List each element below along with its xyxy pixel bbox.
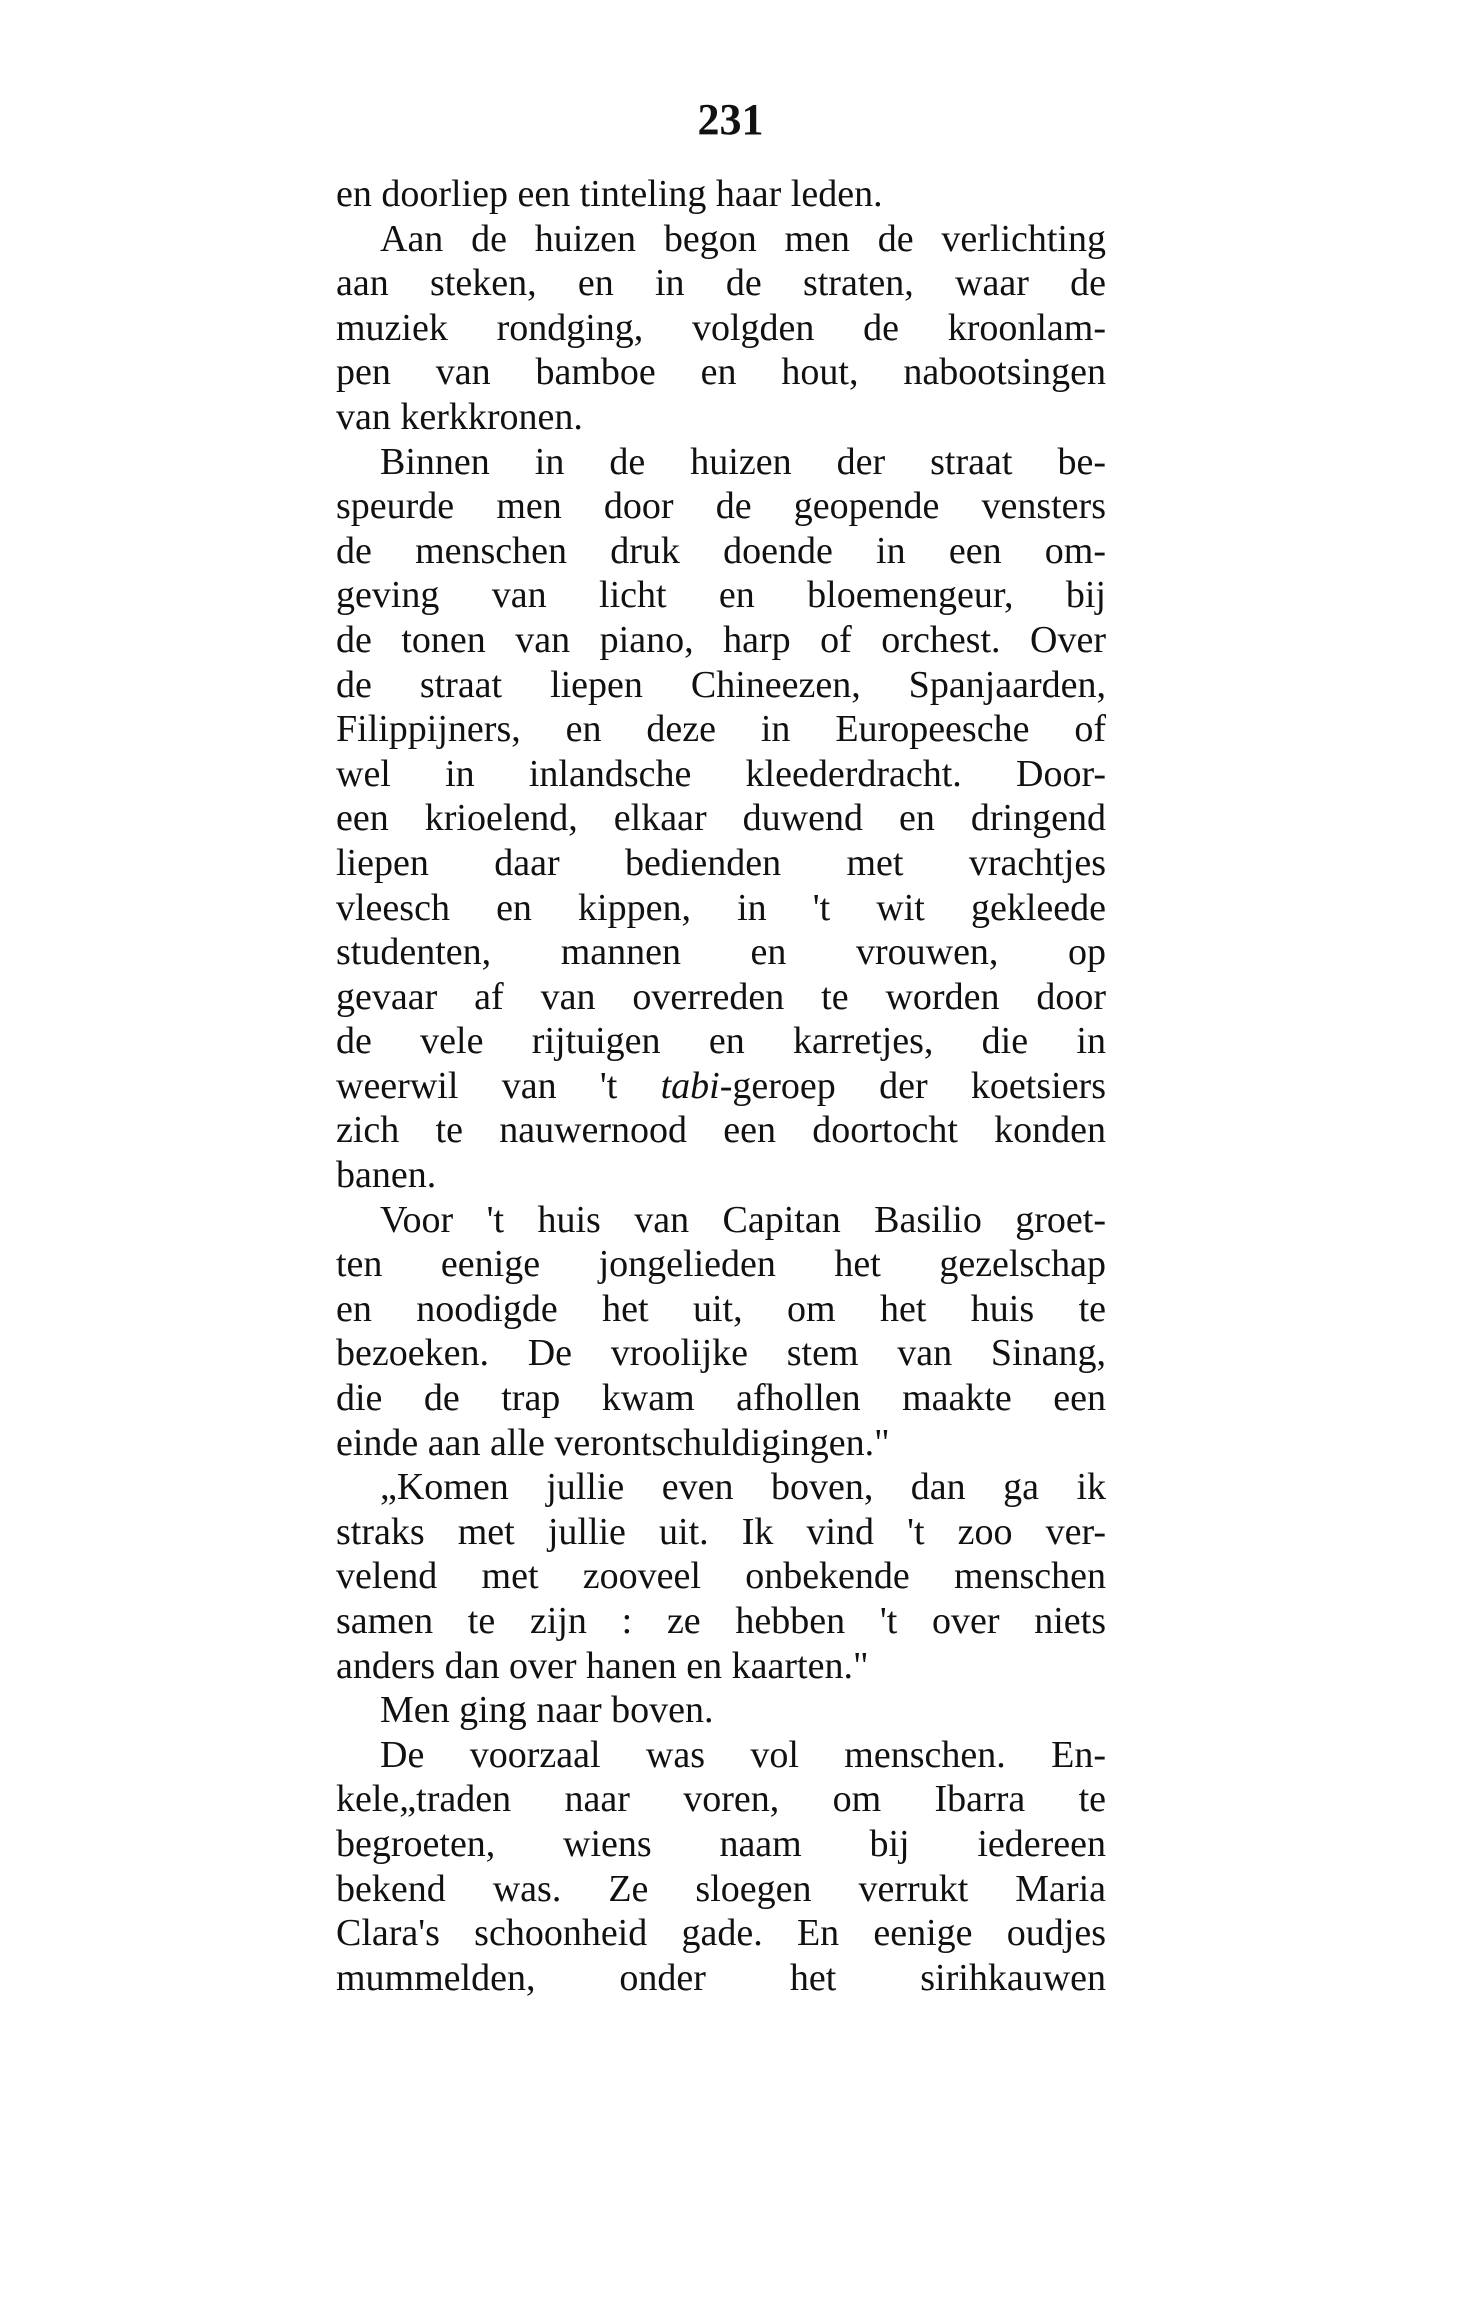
text-line: die de trap kwam afhollen maakte een <box>336 1377 1106 1420</box>
text-line: einde aan alle verontschuldigingen." <box>336 1421 890 1464</box>
text-line: en doorliep een tinteling haar leden. <box>336 173 883 215</box>
text-line: samen te zijn : ze hebben 't over niets <box>336 1600 1106 1642</box>
paragraph <box>336 172 1106 217</box>
text-line: straks met jullie uit. Ik vind 't zoo ver- <box>336 1510 1106 1553</box>
text-line: gevaar af van overreden te worden door <box>336 975 1106 1018</box>
text-line: wel in inlandsche kleederdracht. Door- <box>336 752 1106 795</box>
paragraph <box>336 1198 1106 1466</box>
text-line: bekend was. Ze sloegen verrukt Maria <box>336 1867 1106 1910</box>
text-line: Aan de huizen begon men de verlichting <box>380 217 1106 260</box>
text-line: een krioelend, elkaar duwend en dringend <box>336 797 1106 840</box>
text-line: begroeten, wiens naam bij iedereen <box>336 1822 1106 1865</box>
text-line: van kerkkronen. <box>336 395 583 438</box>
paragraph <box>336 217 1106 440</box>
text-line: studenten, mannen en vrouwen, op <box>336 931 1106 974</box>
text-line: speurde men door de geopende vensters <box>336 485 1106 528</box>
text-line: Men ging naar boven. <box>380 1689 714 1732</box>
body-text <box>336 172 1106 2000</box>
text-line: banen. <box>336 1154 437 1197</box>
text-line: de menschen druk doende in een om- <box>336 529 1106 572</box>
text-line: pen van bamboe en hout, nabootsingen <box>336 351 1106 394</box>
text-line: aan steken, en in de straten, waar de <box>336 262 1106 305</box>
text-line: anders dan over hanen en kaarten." <box>336 1644 869 1687</box>
text-line: weerwil van 't tabi-geroep der koetsiers <box>336 1064 1106 1107</box>
text-line: Filippijners, en deze in Europeesche of <box>336 708 1106 751</box>
text-line: vleesch en kippen, in 't wit gekleede <box>336 886 1106 929</box>
text-line: zich te nauwernood een doortocht konden <box>336 1109 1106 1152</box>
paragraph <box>336 1465 1106 1688</box>
text-line: de straat liepen Chineezen, Spanjaarden, <box>336 663 1106 706</box>
paragraph <box>336 1733 1106 2001</box>
text-line: muziek rondging, volgden de kroonlam- <box>336 306 1106 349</box>
text-line: ten eenige jongelieden het gezelschap <box>336 1243 1106 1286</box>
text-line: de tonen van piano, harp of orchest. Over <box>336 618 1106 661</box>
paragraph <box>336 440 1106 1198</box>
text-line: „Komen jullie even boven, dan ga ik <box>380 1466 1106 1509</box>
text-line: bezoeken. De vroolijke stem van Sinang, <box>336 1332 1106 1375</box>
text-line: liepen daar bedienden met vrachtjes <box>336 841 1106 884</box>
text-line: De voorzaal was vol menschen. En- <box>380 1733 1106 1776</box>
text-line: geving van licht en bloemengeur, bij <box>336 574 1106 617</box>
text-line: kele„traden naar voren, om Ibarra te <box>336 1778 1106 1821</box>
italic-word: tabi <box>660 1064 720 1107</box>
text-line: de vele rijtuigen en karretjes, die in <box>336 1020 1106 1063</box>
text-line: en noodigde het uit, om het huis te <box>336 1287 1106 1330</box>
text-line: mummelden, onder het sirihkauwen <box>336 1956 1106 1999</box>
text-line: Clara's schoonheid gade. En eenige oudjes <box>336 1912 1106 1955</box>
text-line: Binnen in de huizen der straat be- <box>380 440 1106 483</box>
paragraph <box>336 1688 1106 1733</box>
page-number: 231 <box>697 95 764 144</box>
text-line: velend met zooveel onbekende menschen <box>336 1555 1106 1598</box>
text-line: Voor 't huis van Capitan Basilio groet- <box>380 1198 1106 1241</box>
